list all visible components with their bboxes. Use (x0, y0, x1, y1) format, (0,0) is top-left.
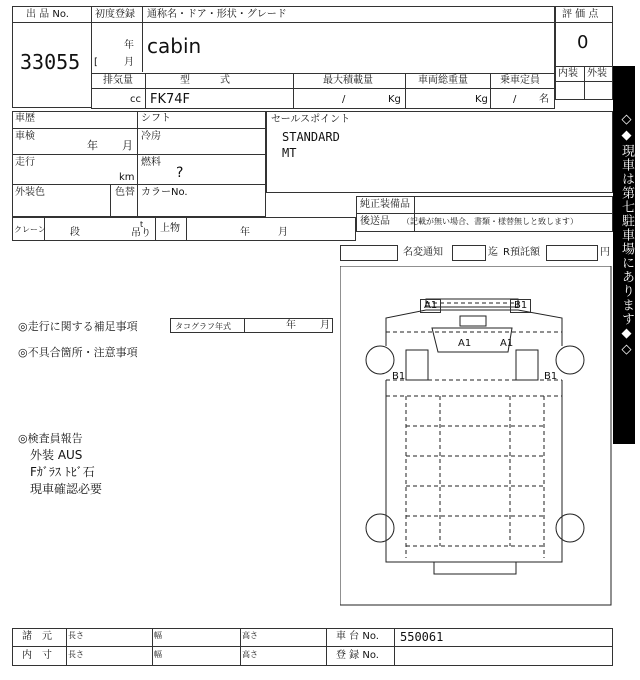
history-label: 車歴 (15, 113, 35, 124)
specs-label: 諸 元 (22, 631, 52, 642)
inspection-year-unit: 年 (87, 139, 98, 152)
inspection-month-unit: 月 (122, 139, 133, 152)
color-number-label: カラーNo. (141, 187, 188, 198)
inner-width-label: 幅 (154, 650, 162, 659)
model-code-value: FK74F (150, 92, 191, 107)
capacity-slash: / (513, 94, 517, 105)
truck-condition-diagram (340, 266, 612, 606)
chassis-number-value: 550061 (400, 630, 444, 644)
r-fee-yen-unit: 円 (600, 247, 610, 258)
mileage-label: 走行 (15, 157, 35, 168)
crane-lift-unit: 吊り (131, 228, 151, 239)
interior-score-label: 内装 (558, 68, 578, 79)
name-change-date-box (452, 245, 486, 261)
footer-dimensions (12, 628, 613, 666)
max-load-unit: Kg (388, 94, 401, 105)
shift-label: シフト (141, 113, 171, 124)
loading-month-unit: 月 (278, 227, 288, 238)
first-registration-label: 初度登録 (95, 9, 135, 20)
exterior-color-label: 外装色 (15, 187, 45, 198)
crane-label: クレーン (14, 225, 46, 234)
fuel-value: ? (176, 165, 184, 181)
registration-year-unit: 年 (124, 40, 134, 51)
name-change-label: 名変通知 (403, 247, 443, 258)
registration-number-label: 登 録 No. (336, 650, 379, 661)
fuel-label: 燃料 (141, 157, 161, 168)
loading-year-unit: 年 (240, 227, 250, 238)
chassis-number-label: 車 台 No. (336, 631, 379, 642)
aircon-label: 冷房 (141, 131, 161, 142)
registration-month-unit: 月 (124, 57, 134, 68)
inspector-report-label: ◎検査員報告 (18, 432, 83, 445)
inspection-label: 車検 (15, 131, 35, 142)
crane-row (12, 217, 356, 241)
defects-label: ◎不具合箇所・注意事項 (18, 346, 138, 359)
damage-mark-a1-cab-left: A1 (458, 338, 472, 349)
specs-height-label: 高さ (242, 631, 258, 640)
driving-notes-label: ◎走行に関する補足事項 (18, 320, 138, 333)
inner-height-label: 高さ (242, 650, 258, 659)
name-change-deadline-unit: 迄 (488, 247, 498, 258)
parking-location-text: ◇◆現車は第七駐車場にあります◆◇ (619, 112, 634, 358)
specs-width-label: 幅 (154, 631, 162, 640)
score-value: 0 (577, 32, 589, 53)
crane-stage-unit: 段 (70, 227, 80, 238)
max-load-label: 最大積載量 (323, 75, 373, 86)
r-fee-label: R預託額 (503, 247, 540, 258)
damage-mark-b1-top-right: B1 (510, 299, 531, 313)
gross-weight-unit: Kg (475, 94, 488, 105)
score-label: 評 価 点 (562, 9, 599, 20)
r-fee-box (546, 245, 598, 261)
displacement-label: 排気量 (103, 75, 133, 86)
name-change-box (340, 245, 398, 261)
mileage-unit: km (119, 172, 135, 183)
specs-length-label: 長さ (68, 631, 84, 640)
loading-label: 上物 (160, 223, 180, 234)
color-change-label: 色替 (115, 187, 135, 198)
sales-point-2: MT (282, 146, 297, 160)
gross-weight-label: 車両総重量 (418, 75, 468, 86)
sales-point-1: STANDARD (282, 130, 340, 144)
capacity-label: 乗車定員 (500, 75, 540, 86)
ship-later-note: （記載が無い場合、書類・様替無しと致します） (402, 217, 578, 226)
capacity-unit: 名 (539, 94, 549, 105)
parking-location-banner (613, 66, 635, 444)
registration-bracket: [ (94, 57, 98, 68)
ship-later-label: 後送品 (360, 216, 390, 227)
crane-ton-unit: t (140, 220, 144, 229)
damage-mark-a1-top-left: A1 (420, 299, 441, 313)
tachograph-year-unit: 年 (286, 320, 296, 331)
inner-length-label: 長さ (68, 650, 84, 659)
exterior-score-label: 外装 (587, 68, 607, 79)
lot-number-label: 出 品 No. (26, 9, 69, 20)
damage-mark-b1-left-wheel: B1 (392, 371, 406, 382)
tachograph-label: タコグラフ年式 (175, 322, 231, 331)
max-load-slash: / (342, 94, 346, 105)
detail-grid (12, 111, 266, 217)
tachograph-month-unit: 月 (320, 320, 330, 331)
inner-dims-label: 内 寸 (22, 650, 52, 661)
inspector-note-2: Fｶﾞﾗｽ ﾄﾋﾞ石 (30, 465, 95, 479)
inspector-note-3: 現車確認必要 (30, 482, 103, 496)
car-name: cabin (147, 34, 202, 58)
oem-equipment-label: 純正装備品 (360, 199, 410, 210)
vehicle-name-label: 通称名・ドア・形状・グレード (147, 9, 287, 20)
sales-points-label: セールスポイント (271, 114, 351, 125)
model-code-label: 型 式 (180, 75, 230, 86)
damage-mark-b1-right-wheel: B1 (544, 371, 558, 382)
displacement-unit: cc (130, 94, 141, 105)
inspector-note-1: 外装 AUS (30, 448, 83, 462)
damage-mark-a1-cab-right: A1 (500, 338, 514, 349)
lot-number: 33055 (20, 50, 81, 74)
